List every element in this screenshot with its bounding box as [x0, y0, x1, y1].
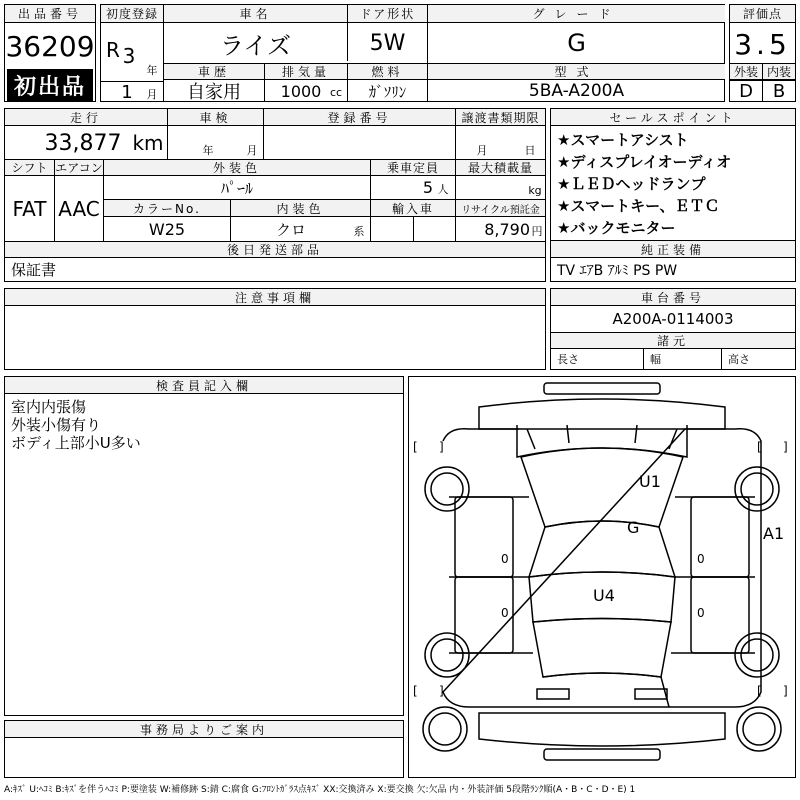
bracket: [ — [413, 440, 418, 454]
name-box — [163, 4, 725, 102]
displacement-unit: cc — [329, 85, 343, 99]
transfer-day-unit: 日 — [524, 144, 536, 157]
sales-point-box — [550, 108, 796, 282]
damage-mark: G — [627, 518, 640, 537]
door-label: ドア形状 — [348, 5, 427, 23]
score: 3.5 — [734, 27, 791, 61]
inspection-year-unit: 年 — [202, 144, 214, 157]
bracket: [ — [757, 684, 762, 698]
era: R — [106, 38, 120, 62]
first-registration-label: 初度登録 — [101, 5, 163, 23]
exterior-color: ﾊﾟｰﾙ — [220, 179, 253, 198]
ac-label: エアコン — [55, 161, 103, 175]
bracket: [ — [757, 440, 762, 454]
inspector-note: 外装小傷有り — [11, 415, 102, 434]
history: 自家用 — [187, 82, 241, 103]
first-registration-box — [100, 4, 164, 102]
model-label: 型式 — [428, 64, 725, 80]
office-label: 事務局よりご案内 — [5, 721, 403, 738]
inspection-month-unit: 月 — [246, 144, 258, 157]
car-name: ライズ — [219, 31, 292, 60]
inspector-note: ボディ上部小U多い — [11, 433, 141, 452]
chassis-label: 車台番号 — [551, 289, 795, 306]
registration-number-label: 登録番号 — [264, 109, 455, 126]
length-label: 長さ — [557, 353, 579, 366]
lot-label: 出品番号 — [5, 5, 95, 23]
bracket: ] — [439, 440, 444, 454]
fuel: ｶﾞｿﾘﾝ — [368, 82, 407, 101]
panel-mark: 0 — [697, 552, 705, 566]
specs-label: 諸元 — [551, 333, 795, 349]
damage-mark: U4 — [593, 586, 615, 605]
notes-box — [4, 288, 546, 370]
exterior-color-label: 外装色 — [104, 160, 370, 176]
car-name-label: 車名 — [164, 5, 347, 23]
details-table — [4, 108, 546, 282]
recycle-unit: 円 — [531, 225, 543, 238]
bracket: ] — [783, 684, 788, 698]
width-label: 幅 — [650, 353, 661, 366]
lot-number: 36209 — [5, 29, 95, 63]
capacity-label: 乗車定員 — [371, 160, 455, 176]
shift-label: シフト — [5, 160, 54, 176]
reg-year: 3 — [122, 44, 136, 68]
displacement: 1000 — [280, 81, 322, 101]
notes-label: 注意事項欄 — [5, 289, 545, 306]
history-label: 車歴 — [164, 64, 264, 80]
score-label: 評価点 — [730, 5, 795, 23]
fuel-label: 燃料 — [348, 64, 427, 80]
after-parts-label: 後日発送部品 — [5, 242, 545, 258]
door-type: 5W — [369, 30, 406, 56]
first-listing-badge: 初出品 — [7, 69, 93, 101]
lot-box — [4, 4, 96, 102]
recycle-fee: 8,790 — [484, 219, 530, 239]
ext-label: 外装 — [730, 64, 762, 80]
bracket: ] — [439, 684, 444, 698]
equipment: TV ｴｱB ｱﾙﾐ PS PW — [557, 262, 678, 279]
chassis-number: A200A-0114003 — [612, 310, 734, 328]
color-no: W25 — [148, 219, 186, 239]
recycle-label: リサイクル預託金 — [456, 200, 545, 217]
max-load-label: 最大積載量 — [456, 160, 545, 176]
equipment-label: 純正装備 — [551, 241, 795, 258]
shift: FAT — [12, 196, 47, 221]
displacement-label: 排気量 — [265, 64, 347, 80]
air-conditioner: AAC — [58, 196, 100, 221]
reg-month: 1 — [121, 81, 133, 103]
import-label: 輸入車 — [371, 200, 455, 217]
grade: G — [567, 29, 586, 57]
mileage-label: 走行 — [5, 109, 167, 126]
sales-point: ★スマートキー、ＥＴＣ — [557, 196, 720, 215]
inspection-label: 車検 — [168, 109, 263, 126]
interior-color-label: 内装色 — [231, 200, 370, 217]
inspector-label: 検査員記入欄 — [5, 377, 403, 394]
model-code: 5BA-A200A — [528, 81, 625, 101]
panel-mark: 0 — [501, 552, 509, 566]
transfer-month-unit: 月 — [476, 144, 488, 157]
after-parts: 保証書 — [11, 261, 57, 279]
interior-color-unit: 系 — [353, 225, 365, 238]
bracket: [ — [413, 684, 418, 698]
inspector-box — [4, 376, 404, 716]
color-no-label: カラーNo. — [104, 200, 230, 217]
sales-point: ★ディスプレイオーディオ — [557, 152, 732, 171]
car-diagram — [409, 377, 795, 777]
ext-score: D — [739, 80, 753, 102]
grade-label: グレード — [428, 5, 725, 23]
office-box — [4, 720, 404, 778]
mileage-unit: km — [132, 131, 164, 155]
inspector-note: 室内内張傷 — [11, 397, 87, 416]
bracket: ] — [783, 440, 788, 454]
score-box — [729, 4, 796, 102]
sales-point: ★バックモニター — [557, 218, 676, 237]
mileage: 33,877 — [44, 130, 122, 156]
month-unit: 月 — [146, 88, 158, 101]
panel-mark: 0 — [697, 606, 705, 620]
sales-point: ★スマートアシスト — [557, 130, 689, 149]
sales-point-label: セールスポイント — [551, 109, 795, 126]
chassis-box — [550, 288, 796, 370]
capacity: 5 — [422, 178, 433, 197]
capacity-unit: 人 — [437, 183, 449, 196]
int-label: 内装 — [763, 64, 795, 80]
load-unit: kg — [528, 183, 542, 197]
height-label: 高さ — [728, 353, 750, 366]
sales-point: ★ＬＥＤヘッドランプ — [557, 174, 706, 193]
damage-mark: A1 — [763, 524, 785, 543]
transfer-deadline-label: 譲渡書類期限 — [456, 109, 545, 126]
damage-mark: U1 — [639, 472, 661, 491]
interior-color: クロ — [275, 220, 306, 239]
panel-mark: 0 — [501, 606, 509, 620]
car-diagram-box — [408, 376, 796, 778]
int-score: B — [772, 80, 786, 102]
year-unit: 年 — [146, 64, 158, 77]
legend: A:ｷｽﾞ U:ﾍｺﾐ B:ｷｽﾞを伴うﾍｺﾐ P:要塗装 W:補修跡 S:錆 C:腐食 G:ﾌﾛﾝﾄｶﾞﾗｽ点ｷｽﾞ XX:交換済み X:要交換 欠:欠品 内・外装評価 5段階ﾗﾝｸ順(A・B・C・D・E) 1 — [4, 784, 636, 795]
